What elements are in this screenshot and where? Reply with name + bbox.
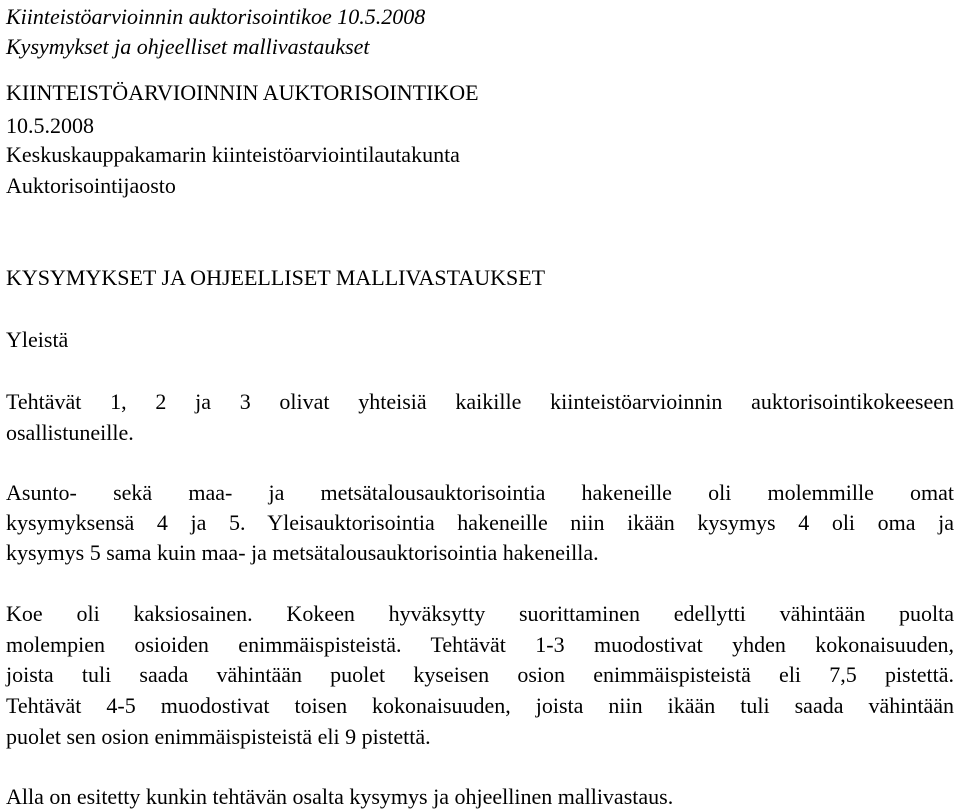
exam-title: KIINTEISTÖARVIOINNIN AUKTORISOINTIKOE xyxy=(6,80,479,105)
paragraph-1-line-2: osallistuneille. xyxy=(6,420,134,445)
section-heading: KYSYMYKSET JA OHJEELLISET MALLIVASTAUKSET xyxy=(6,265,546,290)
paragraph-3-line-4: Tehtävät 4-5 muodostivat toisen kokonaisuuden, joista niin ikään tuli saada vähintään xyxy=(6,693,954,718)
paragraph-3-line-2: molempien osioiden enimmäispisteistä. Tehtävät 1-3 muodostivat yhden kokonaisuuden, xyxy=(6,632,954,657)
exam-date: 10.5.2008 xyxy=(6,113,94,138)
paragraph-3-line-5: puolet sen osion enimmäispisteistä eli 9 pistettä. xyxy=(6,724,431,749)
paragraph-2-line-3: kysymys 5 sama kuin maa- ja metsätalousauktorisointia hakeneilla. xyxy=(6,540,599,565)
subheading-general: Yleistä xyxy=(6,327,69,352)
running-header-subtitle: Kysymykset ja ohjeelliset mallivastaukset xyxy=(6,34,370,59)
paragraph-1-line-1: Tehtävät 1, 2 ja 3 olivat yhteisiä kaikille kiinteistöarvioinnin auktorisointikokeeseen xyxy=(6,389,954,414)
running-header-title: Kiinteistöarvioinnin auktorisointikoe 10.5.2008 xyxy=(6,4,426,29)
paragraph-2-line-2: kysymyksensä 4 ja 5. Yleisauktorisointia hakeneille niin ikään kysymys 4 oli oma ja xyxy=(6,510,954,535)
paragraph-4-line-1: Alla on esitetty kunkin tehtävän osalta kysymys ja ohjeellinen mallivastaus. xyxy=(6,784,674,809)
organization-name: Keskuskauppakamarin kiinteistöarviointilautakunta xyxy=(6,142,460,167)
paragraph-3-line-3: joista tuli saada vähintään puolet kyseisen osion enimmäispisteistä eli 7,5 pistettä. xyxy=(6,662,954,687)
paragraph-2-line-1: Asunto- sekä maa- ja metsätalousauktorisointia hakeneille oli molemmille omat xyxy=(6,480,954,505)
organization-unit: Auktorisointijaosto xyxy=(6,173,176,198)
paragraph-3-line-1: Koe oli kaksiosainen. Kokeen hyväksytty suorittaminen edellytti vähintään puolta xyxy=(6,601,954,626)
